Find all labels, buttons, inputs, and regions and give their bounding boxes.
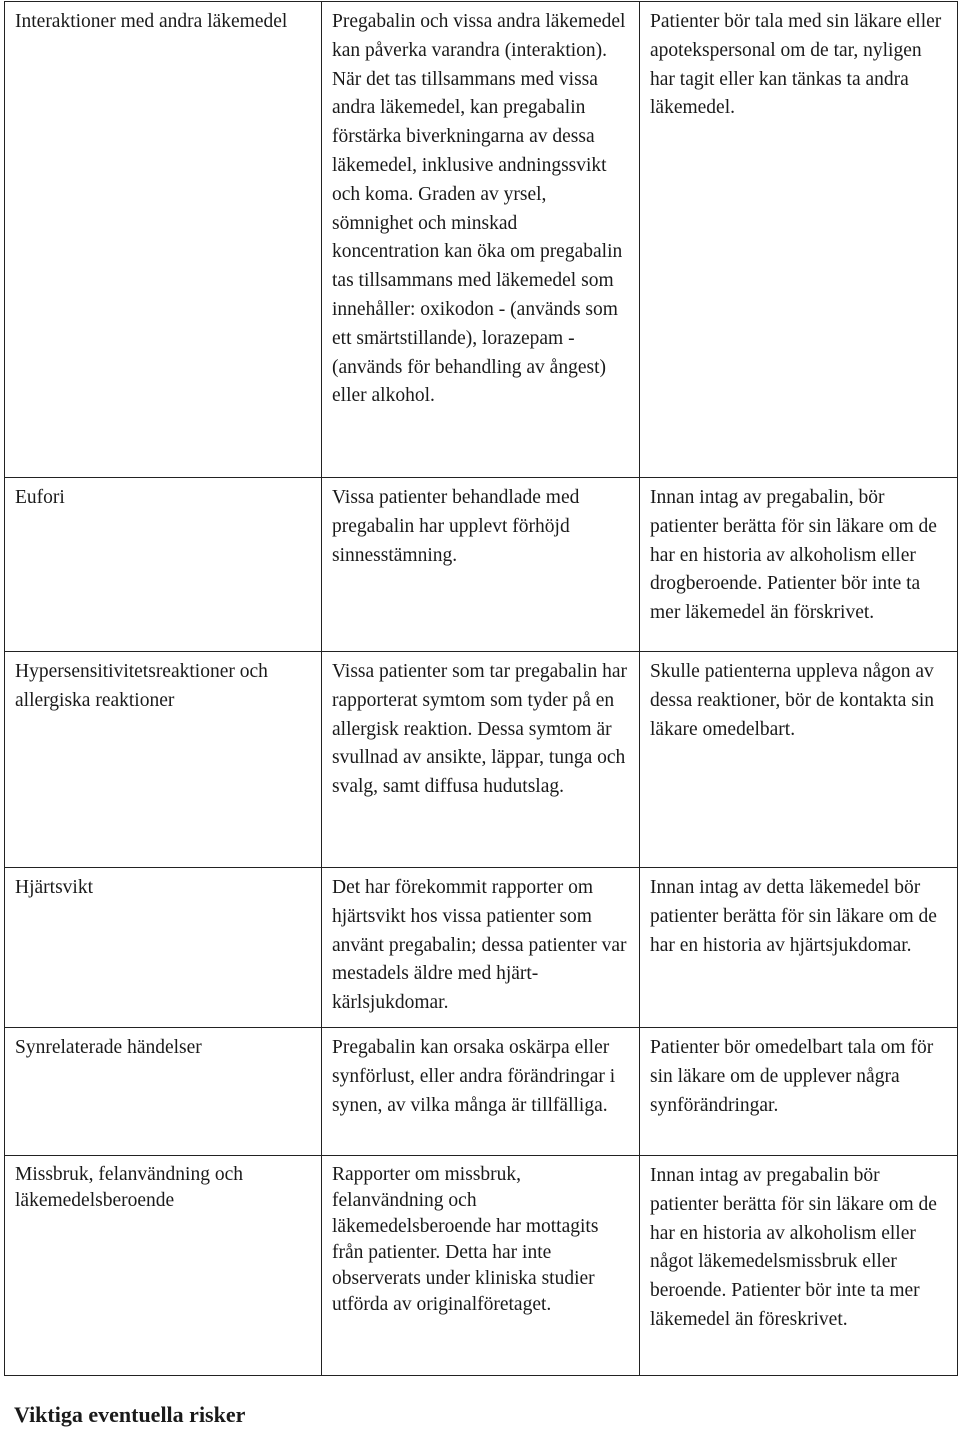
risk-name-cell: Eufori	[5, 478, 322, 652]
risk-description-cell: Vissa patienter som tar pregabalin har rapporterat symtom som tyder på en allergisk reaktion. Dessa symtom är svullnad av ansikte, läppar, tunga och svalg, samt diffusa hudutslag.	[322, 652, 640, 868]
risk-advice-cell: Patienter bör omedelbart tala om för sin läkare om de upplever några synförändringar.	[640, 1028, 958, 1156]
table-row	[5, 478, 958, 652]
risk-advice-cell: Patienter bör tala med sin läkare eller apotekspersonal om de tar, nyligen har tagit eller kan tänkas ta andra läkemedel.	[640, 2, 958, 478]
risk-advice-cell: Skulle patienterna uppleva någon av dessa reaktioner, bör de kontakta sin läkare omedelbart.	[640, 652, 958, 868]
risk-description-cell: Det har förekommit rapporter om hjärtsvikt hos vissa patienter som använt pregabalin; dessa patienter var mestadels äldre med hjärt-kärlsjukdomar.	[322, 868, 640, 1028]
risk-advice-cell: Innan intag av detta läkemedel bör patienter berätta för sin läkare om de har en historia av hjärtsjukdomar.	[640, 868, 958, 1028]
risk-name-cell: Hypersensitivitetsreaktioner och allergiska reaktioner	[5, 652, 322, 868]
table-row	[5, 1156, 958, 1376]
risk-name-cell: Hjärtsvikt	[5, 868, 322, 1028]
table-row	[5, 868, 958, 1028]
risk-advice-cell: Innan intag av pregabalin, bör patienter berätta för sin läkare om de har en historia av alkoholism eller drogberoende. Patienter bör inte ta mer läkemedel än förskrivet.	[640, 478, 958, 652]
risk-description-cell: Pregabalin kan orsaka oskärpa eller synförlust, eller andra förändringar i synen, av vilka många är tillfälliga.	[322, 1028, 640, 1156]
risk-table	[4, 1, 958, 1376]
table-row	[5, 2, 958, 478]
risk-name-cell: Synrelaterade händelser	[5, 1028, 322, 1156]
risk-name-cell: Interaktioner med andra läkemedel	[5, 2, 322, 478]
risk-description-cell: Vissa patienter behandlade med pregabalin har upplevt förhöjd sinnesstämning.	[322, 478, 640, 652]
risk-name-cell: Missbruk, felanvändning och läkemedelsberoende	[5, 1156, 322, 1376]
table-row	[5, 1028, 958, 1156]
table-row	[5, 652, 958, 868]
section-heading: Viktiga eventuella risker	[14, 1402, 246, 1427]
risk-advice-cell: Innan intag av pregabalin bör patienter berätta för sin läkare om de har en historia av alkoholism eller något läkemedelsmissbruk eller beroende. Patienter bör inte ta mer läkemedel än föreskrivet.	[640, 1156, 958, 1376]
risk-description-cell: Pregabalin och vissa andra läkemedel kan påverka varandra (interaktion). När det tas tillsammans med vissa andra läkemedel, kan pregabalin förstärka biverkningarna av dessa läkemedel, inklusive andningssvikt och koma. Graden av yrsel, sömnighet och minskad koncentration kan öka om pregabalin tas tillsammans med läkemedel som innehåller: oxikodon - (används som ett smärtstillande), lorazepam - (används för behandling av ångest) eller alkohol.	[322, 2, 640, 478]
risk-description-cell: Rapporter om missbruk, felanvändning och läkemedelsberoende har mottagits från patienter. Detta har inte observerats under kliniska studier utförda av originalföretaget.	[322, 1156, 640, 1376]
